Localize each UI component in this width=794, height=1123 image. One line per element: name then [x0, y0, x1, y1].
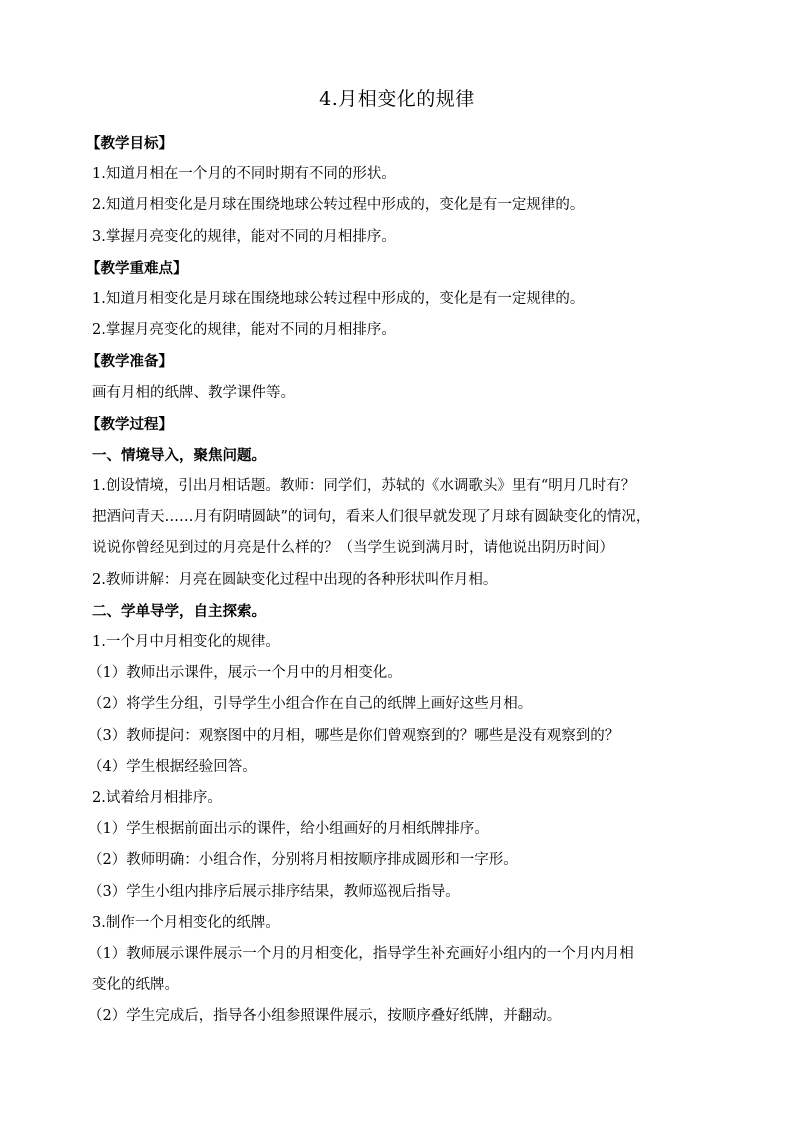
paragraph-line: 1.知道月相变化是月球在围绕地球公转过程中形成的，变化是有一定规律的。	[92, 290, 585, 307]
paragraph-line: 2.知道月相变化是月球在围绕地球公转过程中形成的，变化是有一定规律的。	[92, 197, 585, 214]
document-body	[86, 128, 712, 1032]
paragraph-line: 画有月相的纸牌、教学课件等。	[92, 384, 295, 401]
section-heading: 【教学目标】	[86, 135, 173, 152]
subsection-heading: 一、情境导入，聚焦问题。	[92, 446, 266, 464]
section-heading: 【教学过程】	[86, 415, 173, 433]
paragraph-line: 1.一个月中月相变化的规律。	[92, 634, 280, 650]
section-heading: 【教学准备】	[86, 353, 173, 371]
paragraph-line: 1.知道月相在一个月的不同时期有不同的形状。	[92, 166, 396, 183]
paragraph-line: 把酒问青天……月有阴晴圆缺”的词句，看来人们很早就发现了月球有圆缺变化的情况，	[92, 509, 651, 526]
paragraph-line: （1）学生根据前面出示的课件，给小组画好的月相纸牌排序。	[88, 821, 489, 838]
section-heading: 【教学重难点】	[86, 259, 188, 277]
paragraph-line: （2）学生完成后，指导各小组参照课件展示，按顺序叠好纸牌，并翻动。	[88, 1008, 562, 1025]
paragraph-line: 2.试着给月相排序。	[92, 789, 222, 806]
paragraph-line: 1.创设情境，引出月相话题。教师：同学们，苏轼的《水调歌头》里有“明月几时有？	[92, 478, 636, 495]
paragraph-line: 变化的纸牌。	[92, 977, 179, 994]
paragraph-line: 2.教师讲解：月亮在圆缺变化过程中出现的各种形状叫作月相。	[92, 571, 498, 588]
subsection-heading: 二、学单导学，自主探索。	[92, 602, 266, 620]
paragraph-line: （4）学生根据经验回答。	[88, 758, 257, 775]
paragraph-line: （1）教师展示课件展示一个月的月相变化，指导学生补充画好小组内的一个月内月相	[88, 945, 634, 962]
paragraph-line: （2）教师明确：小组合作，分别将月相按顺序排成圆形和一字形。	[88, 852, 518, 869]
paragraph-line: 说说你曾经见到过的月亮是什么样的？（当学生说到满月时，请他说出阴历时间）	[92, 540, 614, 557]
paragraph-line: 3.制作一个月相变化的纸牌。	[92, 914, 280, 931]
paragraph-line: （2）将学生分组，引导学生小组合作在自己的纸牌上画好这些月相。	[88, 696, 533, 713]
paragraph-line: 2.掌握月亮变化的规律，能对不同的月相排序。	[92, 322, 396, 339]
document-title: 4.月相变化的规律	[319, 88, 475, 110]
paragraph-line: 3.掌握月亮变化的规律，能对不同的月相排序。	[92, 228, 396, 245]
paragraph-line: （3）学生小组内排序后展示排序结果，教师巡视后指导。	[88, 883, 460, 900]
paragraph-line: （1）教师出示课件，展示一个月中的月相变化。	[88, 665, 402, 682]
paragraph-line: （3）教师提问：观察图中的月相，哪些是你们曾观察到的？哪些是没有观察到的？	[88, 727, 620, 744]
